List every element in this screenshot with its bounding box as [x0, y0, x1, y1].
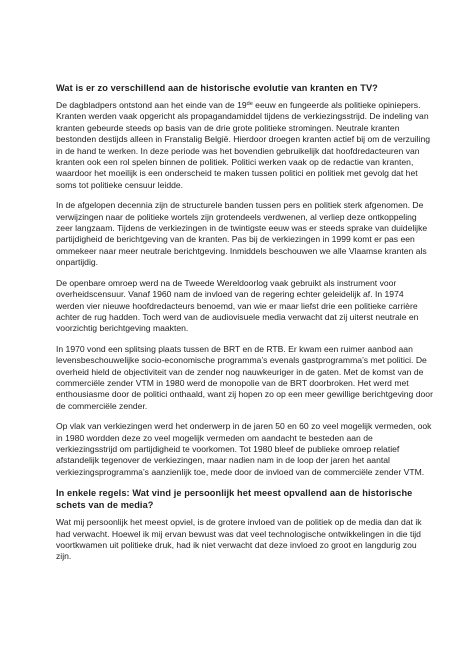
paragraph-text: De dagbladpers ontstond aan het einde van de 19 — [56, 100, 247, 110]
paragraph-verkiezingen: Op vlak van verkiezingen werd het onderwerp in de jaren 50 en 60 zo veel mogelijk vermeden, ook in 1980 wordden deze zo veel mogelijk vermeden om aandacht te besteden aan de verkiezingsstrijd om partijdigheid te voorkomen. Tot 1980 bleef de publieke omroep relatief afstandelijk tegenover de verkiezingen, maar nadien nam in de loop der jaren het aantal verkiezingsprogramma’s aanzienlijk toe, mede door de invloed van de commerciële zender VTM. — [56, 421, 432, 477]
paragraph-splitsing-brt-rtb: In 1970 vond een splitsing plaats tussen de BRT en de RTB. Er kwam een ruimer aanbod aan levensbeschouwelijke socio-economische programma’s evenals gastprogramma’s met politici. De overheid hield de objectiviteit van de zender nog nauwkeuriger in de gaten. Met de komst van de commerciële zender VTM in 1980 werd de monopolie van de BRT doorbroken. Het werd met enthousiasme door de politici onthaald, want zij hopen zo op een meer gewillige berichtgeving door de commerciële zender. — [56, 343, 433, 411]
paragraph-openbare-omroep: De openbare omroep werd na de Tweede Wereldoorlog vaak gebruikt als instrument voor overheidscensuur. Vanaf 1960 nam de invloed van de regering echter geleidelijk af. In 1974 werden vier nieuwe hoofdredacteurs benoemd, van wie er maar liefst drie een politieke carrière achter de rug hadden. Toch werd van de audiovisuele media verwacht dat zij uiterst neutrale en voorzichtig berichtgeving maakten. — [56, 277, 419, 334]
paragraph-text: eeuw en fungeerde als politieke opiniepers. Kranten werden vaak opgericht als propagandamiddel tijdens de verkiezingsstrijd. De indeling van kranten gebeurde steeds op basis van de drie grote politieke stromingen. Neutrale kranten bestonden destijds alleen in Franstalig België. Hierdoor droegen kranten actief bij om de verzuiling in de hand te werken. In deze periode was het bovendien gebruikelijk dat hoofdredacteuren van kranten ook een rol spelen binnen de politiek. Politici werken vaak op de redactie van kranten, waardoor het moeilijk is een onderscheid te maken tussen politici en politiek met gevolg dat het soms tot politieke censuur leidde. — [56, 100, 431, 190]
paragraph-persoonlijk: Wat mij persoonlijk het meest opviel, is de grotere invloed van de politiek op de media dan dat ik had verwacht. Hoewel ik mij ervan bewust was dat veel technologische ontwikkelingen in die tijd voortkwamen uit politieke druk, had ik niet verwacht dat deze invloed zo groot en langdurig zou zijn. — [56, 517, 422, 562]
heading-question-1: Wat is er zo verschillend aan de historische evolutie van kranten en TV? — [56, 83, 378, 93]
paragraph-dagbladpers — [56, 100, 434, 191]
heading-question-2: In enkele regels: Wat vind je persoonlijk het meest opvallend aan de historische schets van de media? — [56, 488, 413, 511]
paragraph-afgelopen-decennia: In de afgelopen decennia zijn de structurele banden tussen pers en politiek sterk afgenomen. De verwijzingen naar de politieke wortels zijn grotendeels verdwenen, al verliep deze ontkoppeling zeer langzaam. Tijdens de verkiezingen in de twintigste eeuw was er steeds sprake van duidelijke partijdigheid de berichtgeving van de kranten. Pas bij de verkiezingen in 1999 komt er pas een ommekeer naar meer neutrale berichtgeving. Inmiddels beschouwen we alle Vlaamse kranten als onpartijdig. — [56, 200, 428, 268]
superscript-de: de — [246, 101, 253, 107]
